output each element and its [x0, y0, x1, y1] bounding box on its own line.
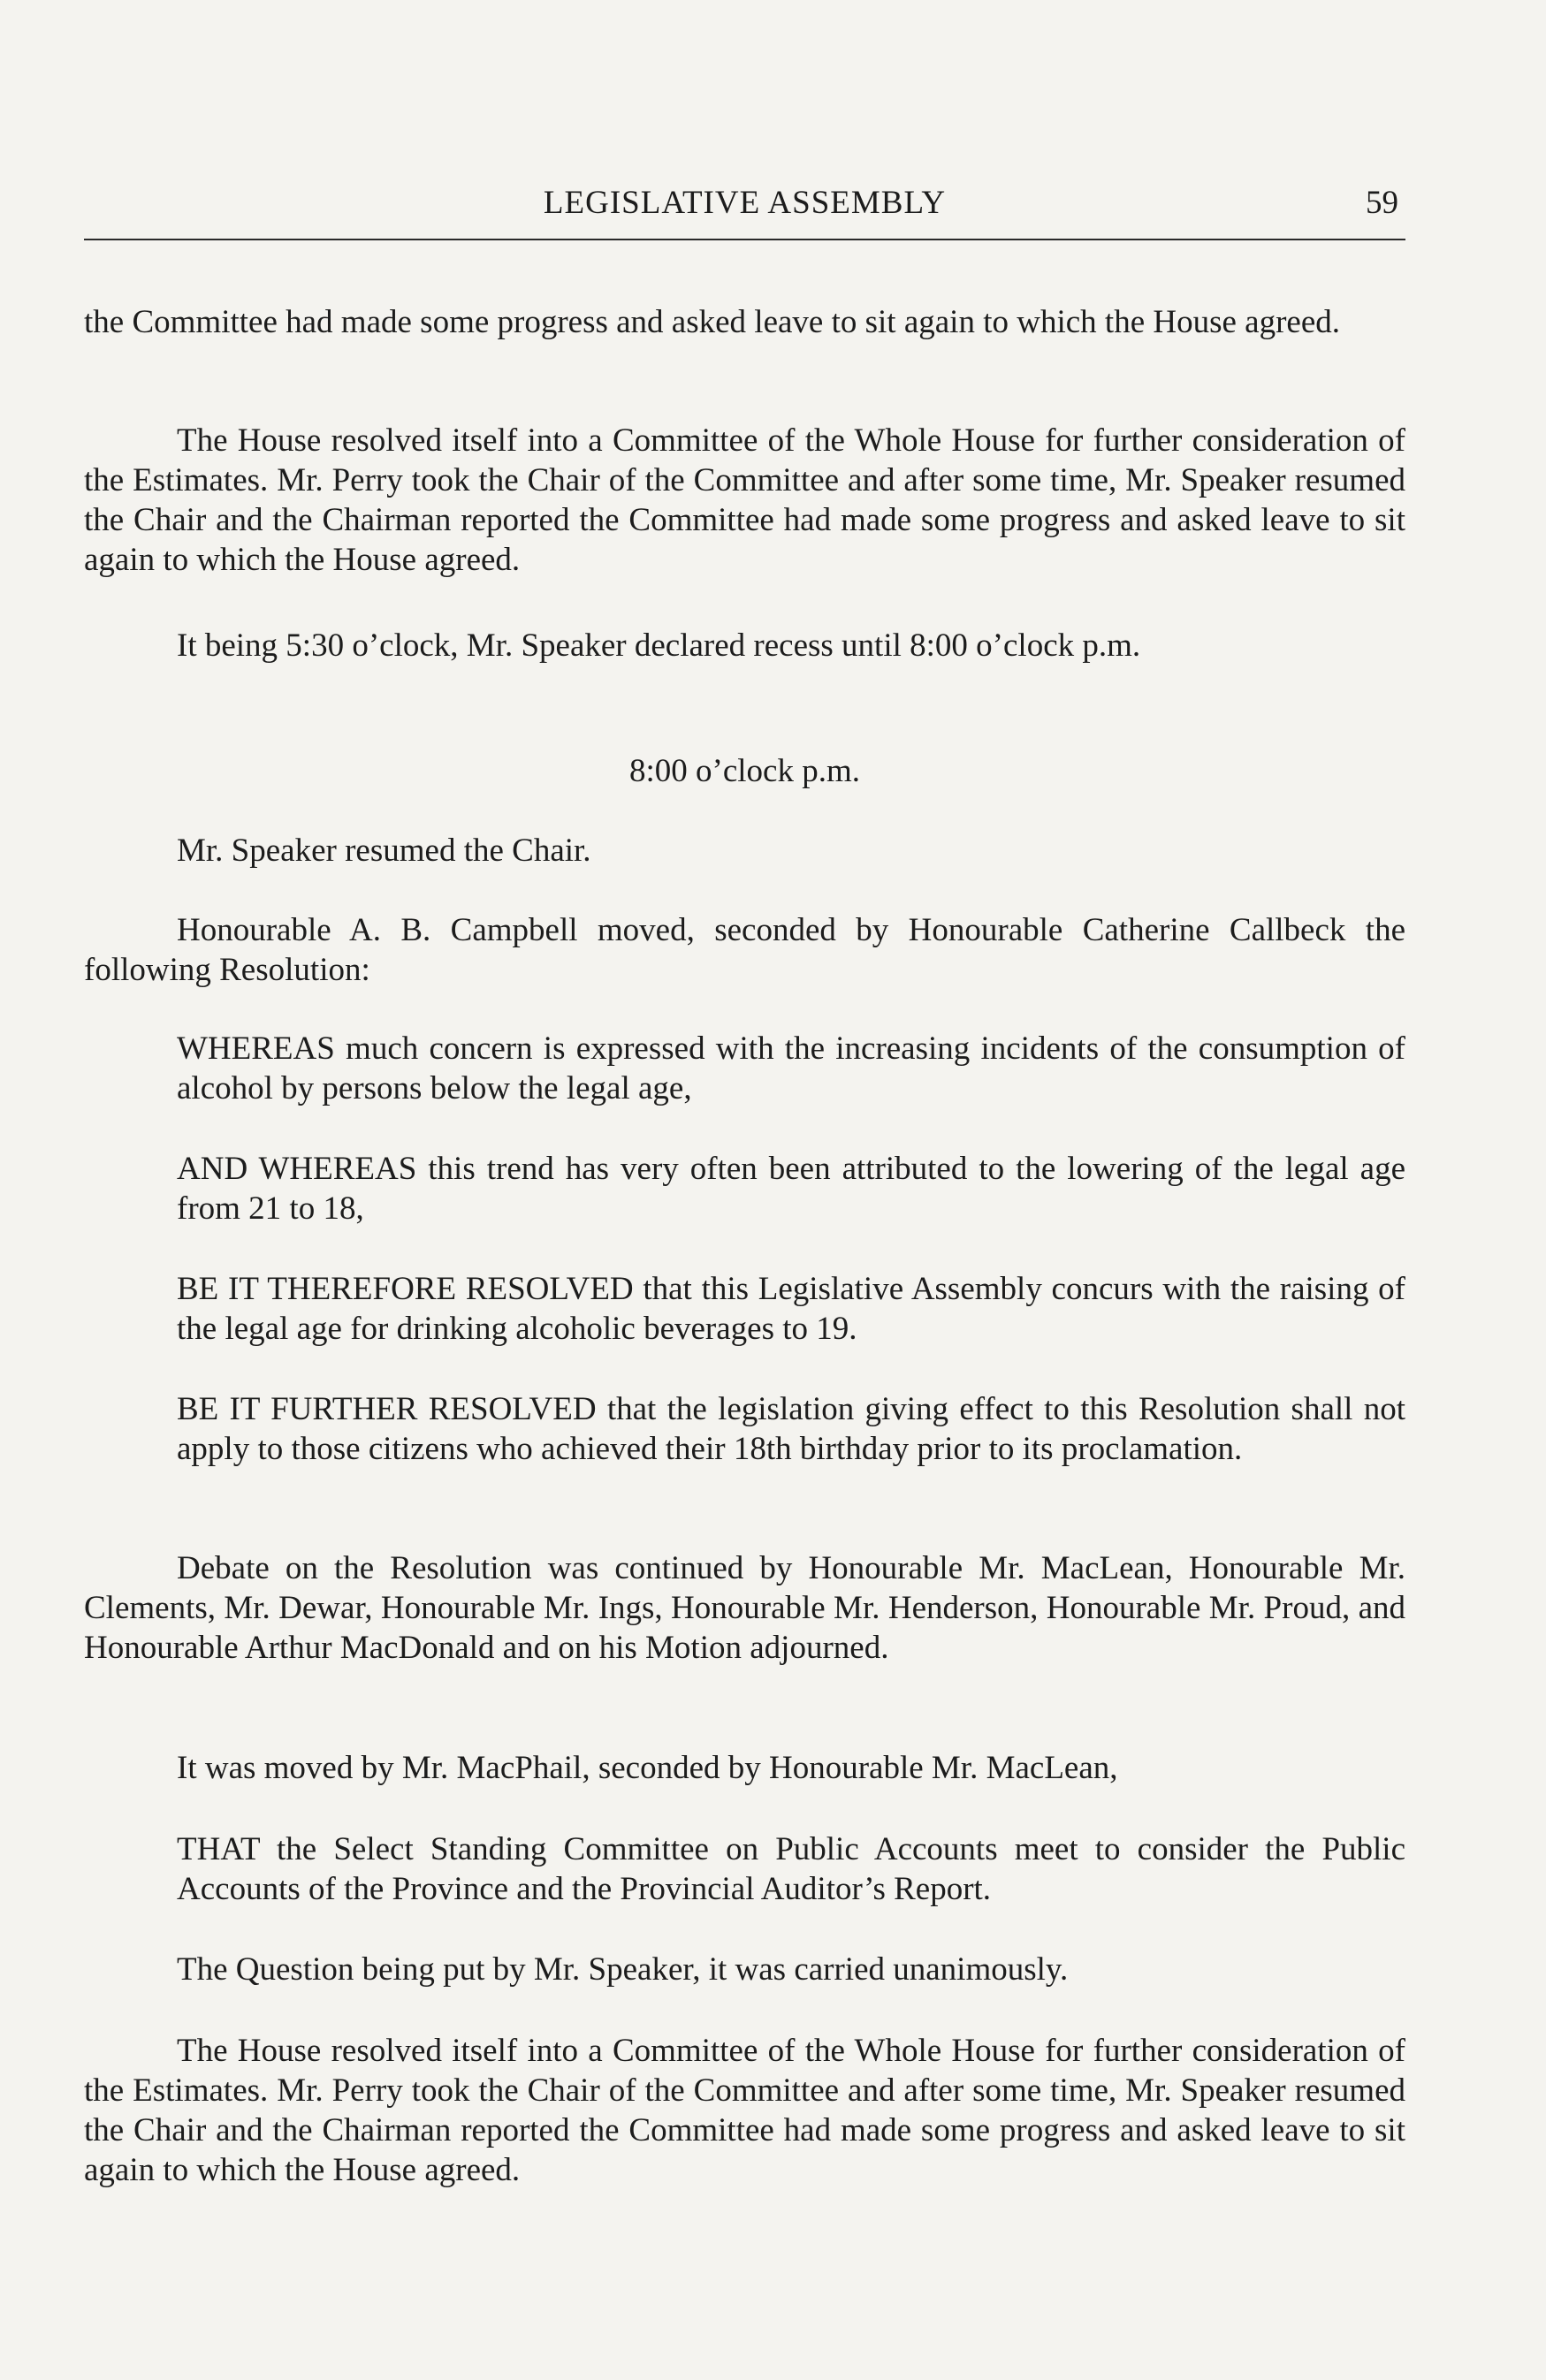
- paragraph-recess: It being 5:30 o’clock, Mr. Speaker declared recess until 8:00 o’clock p.m.: [177, 627, 1141, 664]
- resolution-resolved-2: BE IT FURTHER RESOLVED that the legislation giving effect to this Resolution shall not apply to those citizens who achieved their 18th birthday prior to its proclamation.: [177, 1391, 1405, 1467]
- running-title: LEGISLATIVE ASSEMBLY: [543, 185, 947, 221]
- paragraph-speaker-resumed: Mr. Speaker resumed the Chair.: [177, 833, 591, 869]
- paragraph-committee-whole-1: The House resolved itself into a Committee of the Whole House for further consideration of the Estimates. Mr. Perry took the Chair of the Committee and after some time, Mr. Speaker resumed the Chair and the Chairman reported the Committee had made some progress and asked leave to sit again to which the House agreed.: [84, 422, 1405, 578]
- resolution-whereas-1: WHEREAS much concern is expressed with the increasing incidents of the consumption of alcohol by persons below the legal age,: [177, 1030, 1405, 1106]
- resolution-whereas-2: AND WHEREAS this trend has very often been attributed to the lowering of the legal age from 21 to 18,: [177, 1151, 1405, 1227]
- paragraph-committee-whole-2: The House resolved itself into a Committee of the Whole House for further consideration of the Estimates. Mr. Perry took the Chair of the Committee and after some time, Mr. Speaker resumed the Chair and the Chairman reported the Committee had made some progress and asked leave to sit again to which the House agreed.: [84, 2033, 1405, 2188]
- page-header: [84, 184, 1405, 237]
- paragraph-macphail-motion: It was moved by Mr. MacPhail, seconded by Honourable Mr. MacLean,: [177, 1750, 1118, 1786]
- paragraph-continuation: the Committee had made some progress and asked leave to sit again to which the House agreed.: [84, 304, 1340, 340]
- paragraph-campbell-motion: Honourable A. B. Campbell moved, seconded by Honourable Catherine Callbeck the following Resolution:: [84, 912, 1405, 988]
- page-number: 59: [1366, 185, 1398, 221]
- time-heading: 8:00 o’clock p.m.: [628, 753, 860, 789]
- paragraph-question-carried: The Question being put by Mr. Speaker, it was carried unanimously.: [177, 1951, 1069, 1988]
- resolution-resolved-1: BE IT THEREFORE RESOLVED that this Legislative Assembly concurs with the raising of the legal age for drinking alcoholic beverages to 19.: [177, 1271, 1405, 1347]
- paragraph-debate: Debate on the Resolution was continued by Honourable Mr. MacLean, Honourable Mr. Clements, Mr. Dewar, Honourable Mr. Ings, Honourable Mr. Henderson, Honourable Mr. Proud, and Honourable Arthur MacDonald and on his Motion adjourned.: [84, 1550, 1405, 1666]
- header-rule: [84, 239, 1405, 240]
- motion-public-accounts: THAT the Select Standing Committee on Public Accounts meet to consider the Public Accounts of the Province and the Provincial Auditor’s Report.: [177, 1831, 1405, 1907]
